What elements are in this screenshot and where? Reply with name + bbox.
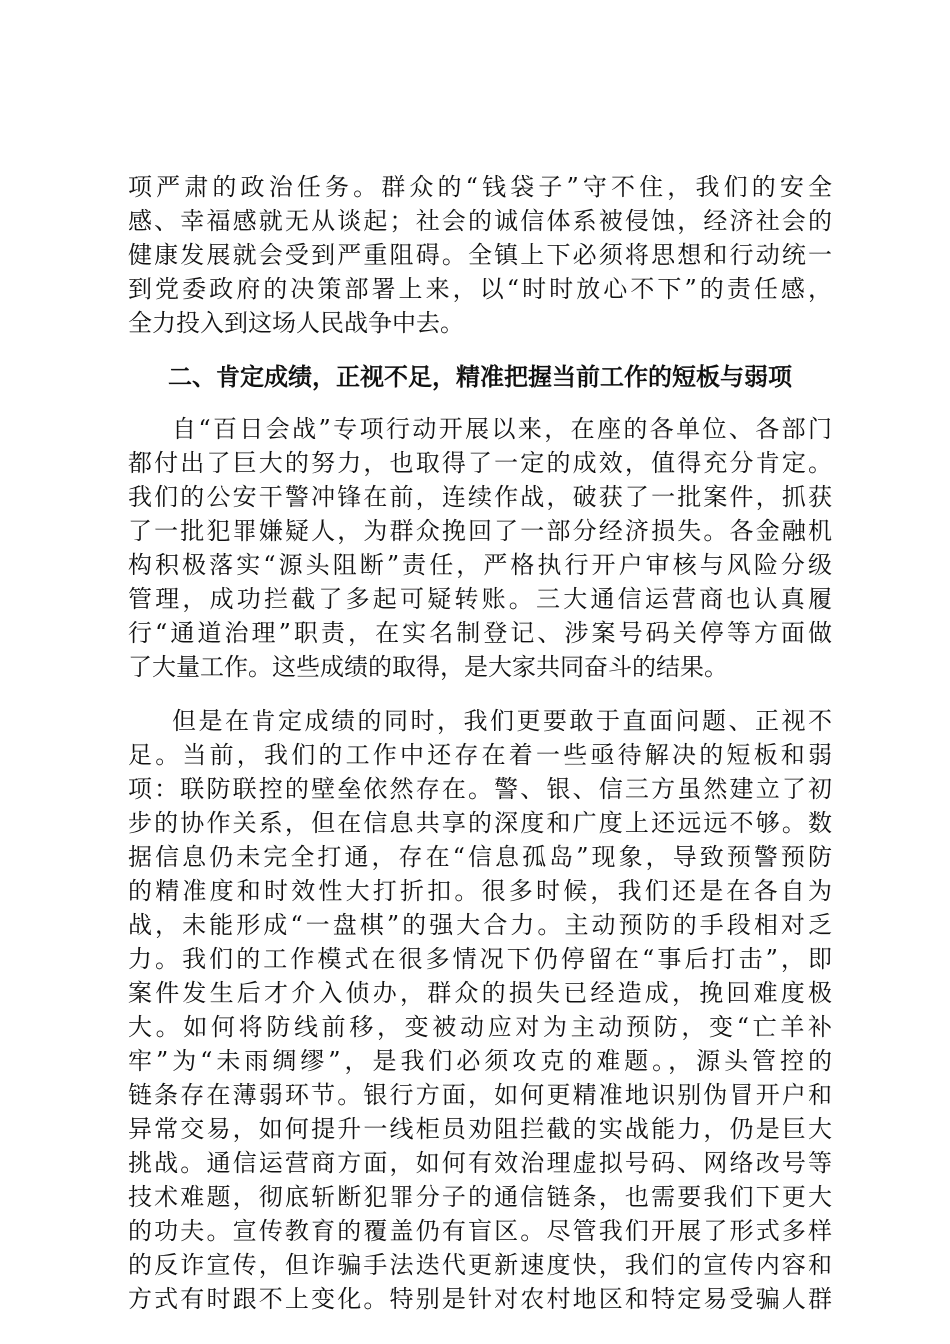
paragraph-line: 自“百日会战”专项行动开展以来，在座的各单位、各部门 <box>172 415 832 443</box>
paragraph-line: 项：联防联控的壁垒依然存在。警、银、信三方虽然建立了初 <box>128 775 832 803</box>
paragraph-line: 健康发展就会受到严重阻碍。全镇上下必须将思想和行动统一 <box>128 241 832 269</box>
paragraph-line: 全力投入到这场人民战争中去。 <box>128 309 464 337</box>
paragraph-spacing <box>128 394 832 412</box>
paragraph-2 <box>128 412 832 684</box>
paragraph-line: 技术难题，彻底斩断犯罪分子的通信链条，也需要我们下更大 <box>128 1183 832 1211</box>
paragraph-line: 的精准度和时效性大打折扣。很多时候，我们还是在各自为 <box>128 877 832 905</box>
paragraph-line: 步的协作关系，但在信息共享的深度和广度上还远远不够。数 <box>128 809 832 837</box>
paragraph-line: 我们的公安干警冲锋在前，连续作战，破获了一批案件，抓获 <box>128 483 832 511</box>
paragraph-line: 的功夫。宣传教育的覆盖仍有盲区。尽管我们开展了形式多样 <box>128 1217 832 1245</box>
document-page <box>128 170 832 1316</box>
paragraph-line: 挑战。通信运营商方面，如何有效治理虚拟号码、网络改号等 <box>128 1149 832 1177</box>
paragraph-line: 到党委政府的决策部署上来，以“时时放心不下”的责任感， <box>128 275 832 303</box>
paragraph-line: 都付出了巨大的努力，也取得了一定的成效，值得充分肯定。 <box>128 449 832 477</box>
paragraph-line: 牢”为“未雨绸缪”，是我们必须攻克的难题。，源头管控的 <box>128 1047 832 1075</box>
paragraph-line: 力。我们的工作模式在很多情况下仍停留在“事后打击”，即 <box>128 945 832 973</box>
paragraph-line: 链条存在薄弱环节。银行方面，如何更精准地识别伪冒开户和 <box>128 1081 832 1109</box>
paragraph-line: 管理，成功拦截了多起可疑转账。三大通信运营商也认真履 <box>128 585 832 613</box>
paragraph-spacing <box>128 340 832 360</box>
paragraph-line: 感、幸福感就无从谈起；社会的诚信体系被侵蚀，经济社会的 <box>128 207 832 235</box>
paragraph-line: 足。当前，我们的工作中还存在着一些亟待解决的短板和弱 <box>128 741 832 769</box>
paragraph-line: 项严肃的政治任务。群众的“钱袋子”守不住，我们的安全 <box>128 173 832 201</box>
paragraph-line: 了大量工作。这些成绩的取得，是大家共同奋斗的结果。 <box>128 653 728 681</box>
paragraph-line: 方式有时跟不上变化。特别是针对农村地区和特定易受骗人群 <box>128 1285 832 1313</box>
paragraph-line: 的反诈宣传，但诈骗手法迭代更新速度快，我们的宣传内容和 <box>128 1251 832 1279</box>
paragraph-line: 战，未能形成“一盘棋”的强大合力。主动预防的手段相对乏 <box>128 911 832 939</box>
paragraph-line: 据信息仍未完全打通，存在“信息孤岛”现象，导致预警预防 <box>128 843 832 871</box>
paragraph-line: 但是在肯定成绩的同时，我们更要敢于直面问题、正视不 <box>172 707 832 735</box>
paragraph-line: 异常交易，如何提升一线柜员劝阻拦截的实战能力，仍是巨大 <box>128 1115 832 1143</box>
section-heading: 二、肯定成绩，正视不足，精准把握当前工作的短板与弱项 <box>168 363 792 391</box>
paragraph-1 <box>128 170 832 340</box>
paragraph-3 <box>128 704 832 1316</box>
paragraph-spacing <box>128 684 832 704</box>
paragraph-line: 大。如何将防线前移，变被动应对为主动预防，变“亡羊补 <box>128 1013 832 1041</box>
paragraph-line: 案件发生后才介入侦办，群众的损失已经造成，挽回难度极 <box>128 979 832 1007</box>
paragraph-line: 行“通道治理”职责，在实名制登记、涉案号码关停等方面做 <box>128 619 832 647</box>
paragraph-line: 了一批犯罪嫌疑人，为群众挽回了一部分经济损失。各金融机 <box>128 517 832 545</box>
paragraph-line: 构积极落实“源头阻断”责任，严格执行开户审核与风险分级 <box>128 551 832 579</box>
